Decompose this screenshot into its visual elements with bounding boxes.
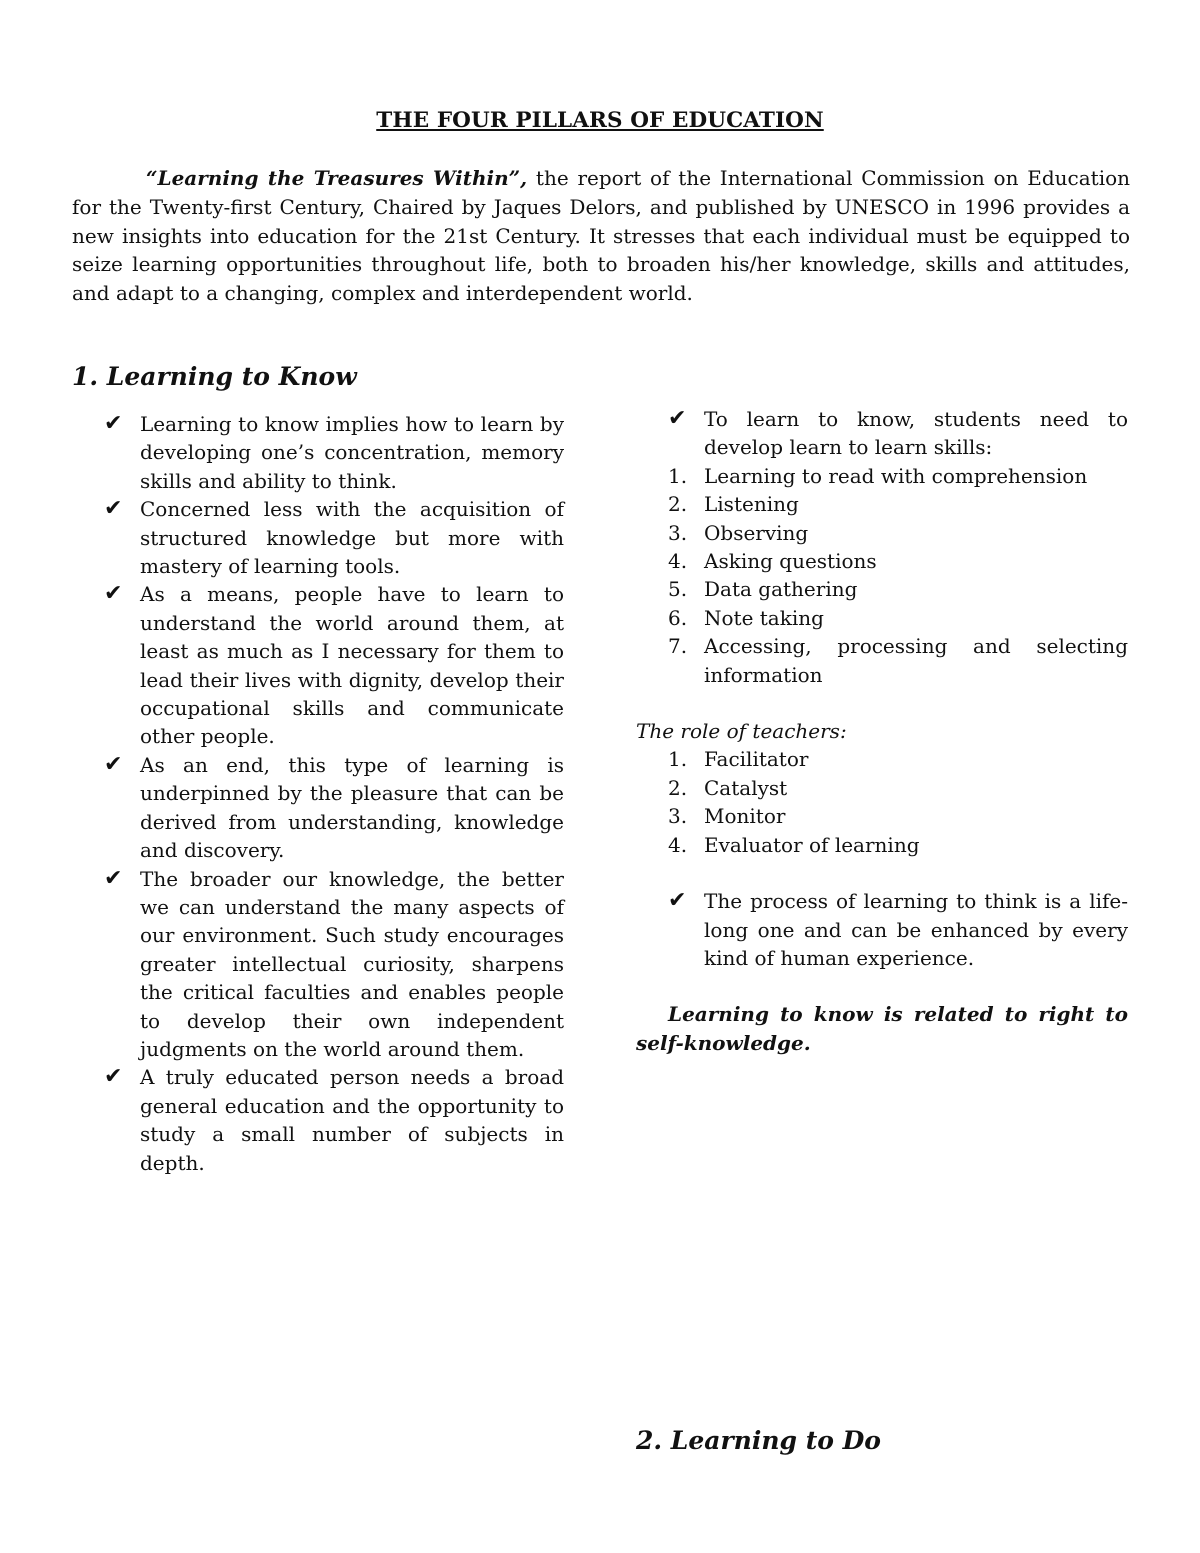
item-text: Learning to read with comprehension — [704, 463, 1088, 488]
list-item — [668, 547, 1128, 575]
item-text: Catalyst — [704, 775, 788, 800]
roles-label: The role of teachers: — [636, 719, 847, 744]
list-item — [668, 519, 1128, 547]
list-item — [104, 751, 564, 865]
checkmark-icon: ✔ — [104, 411, 123, 436]
checkmark-icon: ✔ — [104, 1064, 123, 1090]
item-text: Data gathering — [704, 577, 858, 602]
item-number: 1. — [668, 463, 688, 488]
item-text: Asking questions — [704, 549, 877, 574]
item-number: 2. — [668, 492, 688, 517]
conclusion-text: Learning to know is related to right to self-knowledge. — [636, 1002, 1128, 1055]
spacer — [668, 859, 1128, 887]
list-item — [668, 745, 1128, 773]
checkmark-icon: ✔ — [104, 751, 123, 777]
process-note-list — [668, 887, 1128, 972]
list-item — [668, 462, 1128, 490]
roles-list — [668, 745, 1128, 859]
list-item — [104, 580, 564, 750]
process-note: The process of learning to think is a life-long one and can be enhanced by every kind of human experience. — [704, 889, 1128, 970]
list-item — [104, 1063, 564, 1177]
item-number: 3. — [668, 520, 688, 545]
item-number: 2. — [668, 775, 688, 800]
report-title: “Learning the Treasures Within”, — [146, 166, 528, 190]
bullet-text: As a means, people have to learn to understand the world around them, at least as much as I necessary for them to lead their lives with dignity, develop their occupational skills and communicate other people. — [140, 582, 564, 749]
list-item — [668, 490, 1128, 518]
checkmark-icon: ✔ — [104, 865, 123, 891]
checkmark-icon: ✔ — [104, 581, 123, 607]
list-item — [104, 495, 564, 580]
item-number: 4. — [668, 549, 688, 574]
intro-text: the report of the International Commission on Education for the Twenty-first Century, Chaired by Jaques Delors, and published by UNESCO in 1996 provides a new insights into education for the 21st Century. It stresses that each individual must be equipped to seize learning opportunities throughout life, both to broaden his/her knowledge, skills and attitudes, and adapt to a changing, complex and interdependent world. — [72, 166, 1131, 306]
item-text: Accessing, processing and selecting information — [704, 634, 1128, 687]
page-title: THE FOUR PILLARS OF EDUCATION — [376, 108, 824, 133]
item-text: Observing — [704, 520, 809, 545]
learning-to-know-bullets — [104, 410, 564, 1177]
bullet-text: The broader our knowledge, the better we can understand the many aspects of our environment. Such study encourages greater intellectual curiosity, sharpens the critical faculties and enables people to develop their own independent judgments on the world around them. — [140, 866, 564, 1061]
skills-list — [668, 462, 1128, 689]
item-text: Listening — [704, 492, 799, 517]
item-number: 4. — [668, 832, 688, 857]
item-number: 5. — [668, 577, 688, 602]
list-item — [668, 887, 1128, 972]
item-number: 3. — [668, 804, 688, 829]
list-item — [668, 405, 1128, 462]
checkmark-icon: ✔ — [104, 496, 123, 522]
list-item — [668, 632, 1128, 689]
item-text: Note taking — [704, 605, 824, 630]
item-number: 6. — [668, 605, 688, 630]
bullet-text: As an end, this type of learning is underpinned by the pleasure that can be derived from understanding, knowledge and discovery. — [140, 752, 564, 863]
intro-paragraph — [72, 164, 1130, 308]
list-item — [668, 604, 1128, 632]
item-text: Monitor — [704, 804, 786, 829]
skills-intro: To learn to know, students need to develop learn to learn skills: — [704, 407, 1128, 460]
list-item — [668, 802, 1128, 830]
list-item — [104, 865, 564, 1064]
bullet-text: Learning to know implies how to learn by developing one’s concentration, memory skills and ability to think. — [140, 412, 564, 493]
checkmark-icon: ✔ — [668, 406, 687, 431]
section-heading-learning-to-do: 2. Learning to Do — [636, 1426, 881, 1455]
list-item — [104, 410, 564, 495]
item-text: Facilitator — [704, 747, 809, 772]
bullet-text: A truly educated person needs a broad general education and the opportunity to study a small number of subjects in depth. — [140, 1065, 564, 1175]
list-item — [668, 831, 1128, 859]
section-conclusion — [636, 1000, 1128, 1057]
checkmark-icon: ✔ — [668, 888, 687, 914]
item-number: 7. — [668, 634, 688, 659]
list-item — [668, 774, 1128, 802]
list-item — [668, 575, 1128, 603]
item-number: 1. — [668, 747, 688, 772]
left-column — [104, 410, 564, 1177]
right-column — [636, 405, 1128, 1057]
skills-intro-list — [668, 405, 1128, 462]
item-text: Evaluator of learning — [704, 832, 920, 857]
bullet-text: Concerned less with the acquisition of structured knowledge but more with mastery of learning tools. — [140, 497, 564, 579]
section-heading-learning-to-know: 1. Learning to Know — [72, 362, 357, 391]
